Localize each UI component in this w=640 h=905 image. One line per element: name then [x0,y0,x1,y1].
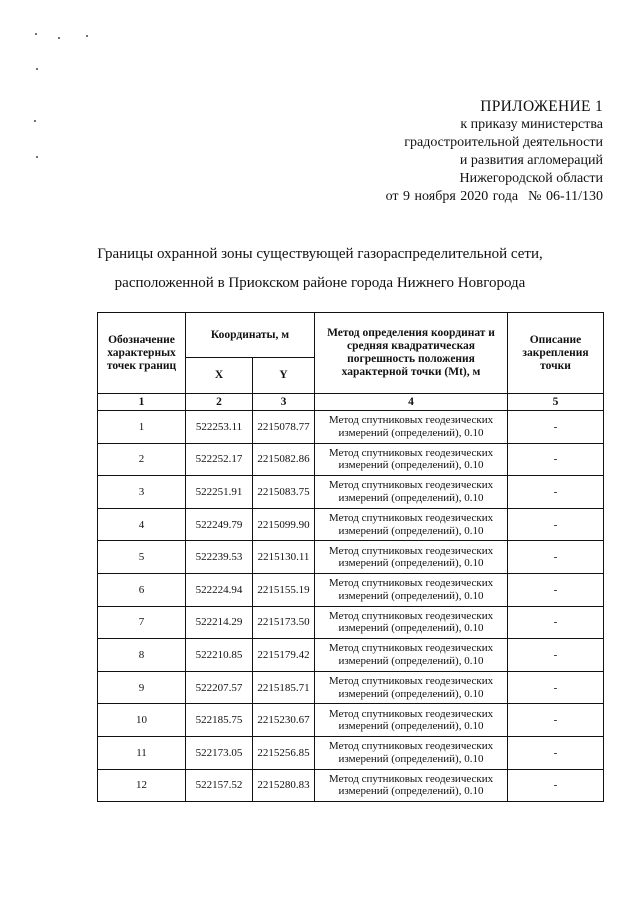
coordinate-y: 2215155.19 [253,573,315,606]
coordinate-y: 2215280.83 [253,769,315,802]
coordinate-y: 2215173.50 [253,606,315,639]
column-number: 3 [253,394,315,411]
point-description: - [508,639,604,672]
appendix-line: и развития агломераций [459,153,603,168]
method-line-2: измерений (определений), 0.10 [338,426,484,439]
column-number: 5 [508,394,604,411]
order-number: № 06-11/130 [528,189,603,204]
table-row [98,769,604,802]
order-date: от 9 ноября 2020 года [385,189,519,204]
method-line-2: измерений (определений), 0.10 [338,622,484,635]
coordinate-x: 522157.52 [186,769,253,802]
method-line-1: Метод спутниковых геодезических [328,675,494,688]
point-description: - [508,704,604,737]
method-line-1: Метод спутниковых геодезических [328,577,494,590]
method-cell [315,573,508,606]
appendix-header [386,98,603,206]
method-line-1: Метод спутниковых геодезических [328,446,494,459]
header-x: X [186,358,253,394]
method-cell [315,736,508,769]
coordinate-y: 2215230.67 [253,704,315,737]
coordinate-y: 2215130.11 [253,541,315,574]
point-description: - [508,671,604,704]
method-line-1: Метод спутниковых геодезических [328,772,494,785]
method-line-1: Метод спутниковых геодезических [328,609,494,622]
method-line-1: Метод спутниковых геодезических [328,512,494,525]
point-description: - [508,736,604,769]
point-number: 5 [98,541,186,574]
method-line-2: измерений (определений), 0.10 [338,720,484,733]
header-description: Описание закрепления точки [508,313,604,394]
coordinate-y: 2215083.75 [253,476,315,509]
table-row [98,606,604,639]
scan-speck [35,33,37,35]
point-description: - [508,476,604,509]
appendix-line: к приказу министерства [460,117,603,132]
boundary-points-table [97,312,604,802]
table-row [98,639,604,672]
method-cell [315,606,508,639]
scan-speck [36,68,38,70]
table-row [98,541,604,574]
point-description: - [508,411,604,444]
point-description: - [508,443,604,476]
header-y: Y [253,358,315,394]
table-row [98,573,604,606]
point-number: 7 [98,606,186,639]
coordinate-y: 2215099.90 [253,508,315,541]
coordinate-x: 522173.05 [186,736,253,769]
point-number: 3 [98,476,186,509]
title-line-1: Границы охранной зоны существующей газораспределительной сети, [97,246,543,262]
scan-speck [36,156,38,158]
method-line-2: измерений (определений), 0.10 [338,654,484,667]
scan-speck [86,35,88,37]
appendix-line: Нижегородской области [459,171,603,186]
column-number: 2 [186,394,253,411]
order-date-line [386,188,603,206]
method-line-2: измерений (определений), 0.10 [338,491,484,504]
table-body [98,411,604,802]
method-cell [315,476,508,509]
coordinate-x: 522251.91 [186,476,253,509]
method-line-1: Метод спутниковых геодезических [328,707,494,720]
point-description: - [508,541,604,574]
method-cell [315,671,508,704]
method-line-2: измерений (определений), 0.10 [338,785,484,798]
method-cell [315,639,508,672]
point-number: 1 [98,411,186,444]
coordinate-y: 2215078.77 [253,411,315,444]
method-cell [315,704,508,737]
method-line-1: Метод спутниковых геодезических [328,544,494,557]
method-line-2: измерений (определений), 0.10 [338,752,484,765]
table-row [98,443,604,476]
method-cell [315,443,508,476]
table-row [98,704,604,737]
method-line-1: Метод спутниковых геодезических [328,740,494,753]
point-number: 11 [98,736,186,769]
table-row [98,736,604,769]
coordinate-x: 522214.29 [186,606,253,639]
scan-speck [58,37,60,39]
column-number: 1 [98,394,186,411]
title-line-2: расположенной в Приокском районе города Нижнего Новгорода [114,275,526,291]
coordinate-x: 522185.75 [186,704,253,737]
coordinate-y: 2215082.86 [253,443,315,476]
point-number: 9 [98,671,186,704]
method-cell [315,508,508,541]
coordinate-x: 522249.79 [186,508,253,541]
point-number: 12 [98,769,186,802]
point-description: - [508,573,604,606]
coordinate-x: 522252.17 [186,443,253,476]
coordinate-y: 2215185.71 [253,671,315,704]
header-coordinates: Координаты, м [186,313,315,358]
method-cell [315,541,508,574]
header-point-designation: Обозначение характерных точек границ [98,313,186,394]
method-line-1: Метод спутниковых геодезических [328,642,494,655]
table-row [98,671,604,704]
method-line-2: измерений (определений), 0.10 [338,524,484,537]
document-title [0,240,640,298]
table-row [98,476,604,509]
point-description: - [508,769,604,802]
point-number: 2 [98,443,186,476]
table-row [98,411,604,444]
method-line-1: Метод спутниковых геодезических [328,479,494,492]
method-line-1: Метод спутниковых геодезических [328,414,494,427]
method-cell [315,769,508,802]
coordinate-x: 522210.85 [186,639,253,672]
point-number: 8 [98,639,186,672]
point-description: - [508,606,604,639]
point-number: 6 [98,573,186,606]
coordinate-x: 522239.53 [186,541,253,574]
table-row [98,508,604,541]
coordinate-x: 522253.11 [186,411,253,444]
method-cell [315,411,508,444]
method-line-2: измерений (определений), 0.10 [338,557,484,570]
point-description: - [508,508,604,541]
column-number: 4 [315,394,508,411]
header-method: Метод определения координат и средняя квадратическая погрешность положения характерной точки (Mt), м [315,313,508,394]
appendix-heading: ПРИЛОЖЕНИЕ 1 [480,98,603,115]
coordinate-x: 522207.57 [186,671,253,704]
method-line-2: измерений (определений), 0.10 [338,459,484,472]
coordinate-x: 522224.94 [186,573,253,606]
appendix-line: градостроительной деятельности [404,135,603,150]
point-number: 10 [98,704,186,737]
coordinate-y: 2215256.85 [253,736,315,769]
scan-speck [34,120,36,122]
point-number: 4 [98,508,186,541]
method-line-2: измерений (определений), 0.10 [338,687,484,700]
coordinate-y: 2215179.42 [253,639,315,672]
method-line-2: измерений (определений), 0.10 [338,589,484,602]
